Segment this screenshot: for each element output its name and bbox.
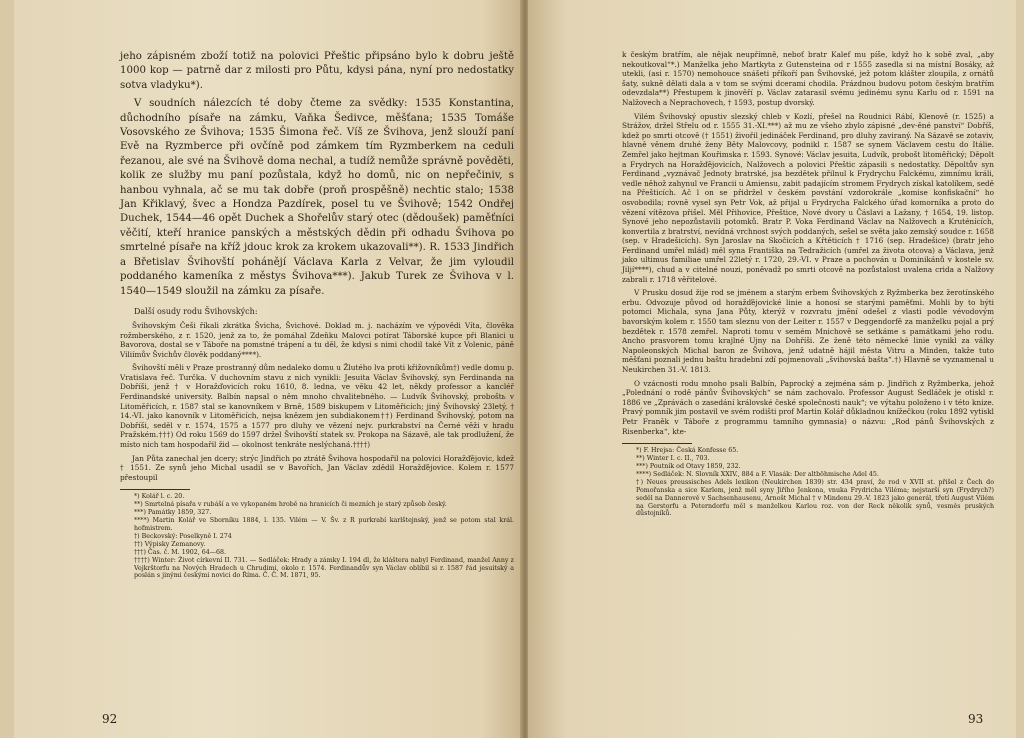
left-small-paragraph-3: Jan Půta zanechal jen dcery; strýc Jindřich po ztrátě Švihova hospodařil na polovici Horažďějovic, kdež † 1551. Ze synů jeho Michal usadil se v Bavořích, Jan Václav zdědil Horažďějovice. Kolem r. 1577 přestoupil [120,453,514,482]
section-subheading: Další osudy rodu Švihovských: [134,306,258,316]
left-footnote: ††††) Winter: Život církevní II. 731. — Sedláček: Hrady a zámky I. 194 dl, že klášterа nabyl Ferdinand, manžel Anny z Vejkrštorfu na Nových Hradech u Chrudimi, okolo r. 1574. Ferdinandův syn Václav oblíbil si r. 1587 řád jesuitský a poslán s jinými českými novici do Říma. Č. Č. M. 1871, 95. [134,556,514,580]
right-small-paragraph-1: k českým bratřím, ale nějak neupřímně, neboť bratr Kalef mu píše, když ho k sobě zval, „aby nekoutkoval“*.) Manželka jeho Martkyta z Gutensteina od r 1555 zasedla si na místní Bosáky, až utekli, (asi r. 1570) nemohouce snášeti příkoří pan Švihovské, jež potom klášter zloupila, z ornátů šaty, sukně dělati dala a v tom se svými dcerami chodila. Prázdnou budovu potom českým bratřím odevzdala**) Přestupem k jinověří p. Václav zatarasil svému jedinému synu Karlu od r. 1591 na Nalžovech a Neprachovech, † 1593, postup dvorský. [622,50,994,107]
right-footnote: ****) Sedláček: N. Slovník XXIV., 884 a F. Vlasák: Der altböhmische Adel 45. [636,470,879,478]
left-footnote: *) Kolář l. c. 20. [134,493,185,501]
left-page [14,0,522,738]
right-footnote: **) Winter I. c. II., 703. [636,455,710,463]
footnote-divider [120,489,190,490]
left-small-paragraph-1: Švihovským Češi říkali zkrátka Švicha, Švichové. Doklad m. j. nacházím ve výpovědi Víta, člověka rožmberského, z r. 1520, jenž za to, že pomáhal Zdeňku Malovci potírat Táborské kupce při Blanici u Bavorova, dostal se v Táboře na pomstné trápení a tu děl, že kdysi s nimi chodil také Vít z Volenic, páně Viliímův Švichův člověk poddaný****). [120,320,514,359]
left-footnote: †) Beckovský: Poselkyně I. 274 [134,532,232,540]
right-footnote: *) F. Hrejsa: Česká Konfesse 65. [636,447,739,455]
left-body-paragraph-2: V soudních nálezcích té doby čteme za svědky: 1535 Konstantina, důchodního písaře na zámku, Vaňka Šedivce, měšťana; 1535 Tomáše Vosovského ze Švihova; 1535 Šimona řeč. Víš ze Švihova, jenž slouží paní Evě na Ryzmberce při ovčíně pod zámkem tím Ryzmberkem na ceduli řezanou, ale své na Švihově doma nechal, a tudíž nemůže správně pověděti, kolik ze služby mu paní pozůstala, když ho domů, nic on nepřečiniv, s hanbou vyhnala, ač se mu tak dobře (proň prospěšně) nechtic stalo; 1538 Jan Křiklavý, švec a Hondza Pazdírek, posel tu ve Švihově; 1542 Ondřej Duchek, 1544—46 opět Duchek a Shořelův starý otec (dědoušek) paměťníci věčití, kteří hranice panských a městských dědin při odhadu Švihova po smrtelné písaře na kříž jdouc krok za krokem ukazovali**). R. 1533 Jindřich a Břetislav Švihovští pohánějí Václava Karla z Velvar, že jim vyloudil poddaného kameníka z městys Švihova***). Jakub Turek ze Švihova v l. 1540—1549 sloužil na zámku za písaře. [120,98,514,297]
right-page [528,0,1016,738]
left-page-column [120,50,514,580]
right-small-paragraph-2: Vilém Švihovský opustiv slezský chleb v Kozlí, přešel na Roudnici Rábí, Klenově (r. 1525) a Strážov, držel Střelu od r. 1555 31.-XI.***) až mu ze všeho zbylo zápisné „dev-ěné panství“ Dobříš, kdež po smrti otcově († 1551) živořil jedináček Ferdinand, pro dluhy zaviraný. Na Sázavě se zotaviv, hlavně věnem druhé ženy Běty Malovcovy, podnikl r. 1587 se synem Václavem cestu do Itálie. Zemřel jako hejtman Kouřimska r. 1593. Synové: Václav jesuita, Ludvík, probošt litoměřický; Děpolt a Frydrych na Horažďějovicích, Nalžovech a polovici Přeštic zápasili s nedostatky. Děpoltův syn Ferdinand „vyznávač Jednoty bratrské, jsa bezdětek přilnul k Frydrychu Falckému, zimnímu králi, vedle něhož zahynul ve Francii u Amiensu, zabit padajícím stromem Frydrych získal katolíkem, sedě na Přešticích. Ač l on se přidržel v českém povstání vzdorokrále „komise konfiskační“ ho osvobodila; rovně vysel syn Petr Vok, až přijal u Frydrycha Falckého úřad komorníka a proto do vězení vítězova přišel. Měl Přihovice, Přeštice, Nové dvory u Čáslavi a Lažany, † 1654, 19. listop. Synové jeho nepozůstavili potomků. Bratr P. Voka Ferdinand Václav na Nalžovech a Kruténících, konvertila z bratrství, nevídná vrchnost svých poddaných, sešel se světa jako zemský soudce r. 1658 (sep. v Hradešicích). Syn Jaroslav na Skočicích a Křtěticích † 1716 (sep. Hradešice) (bratr jeho Ferdinand umřel mlád) měl syna Františka na Tedražicích (umřel za života otcova) a Václava, jenž jako ultimus familiae umřel 22letý r. 1720, 29.-VI. v Praze a pochován u Dominikánů v kostele sv. Jiljí****), chud a v citelné nouzi, poněvadž po smrti otcově na pozůstalost uvalena crida a Nalžovy zabrali r. 1718 věřitelové. [622,111,994,284]
right-footnote: †) Neues preussisches Adels lexikon (Neukirchen 1839) str. 434 praví, že rod v XVII st. přišel z Čech do Pomořanska a sice Karlem, jenž měl syny Jiřího Jenkona, vnuka Frydricha Viléma; nejstarší syn (Frydrych?) seděl na Dannerově v Sachsenhausenu, Arnošt Michal † v Mindenu 29.-V. 1823 jako generál, třetí August Vilém na Gerstorfu a Peterndorfu měl s manželkou Karlou roz. von der Reck několik synů, vesměs pruských důstojníků. [636,478,994,518]
right-footnote: ***) Poutník od Otavy 1859, 232. [636,462,741,470]
right-small-paragraph-3: V Prusku dosud žije rod se jménem a starým erbem Švihovských z Ryžmberka bez žerotínského erbu. Odvozuje původ od horažďějovické linie a honosí se starými paměťmi. Mohli by to býti potomci Michala, syna Jana Půty, kterýž v rozvratu jmění odešel z vlasti podle vévodovým bavorským kolem r. 1550 tam sleznu von der Leiter r. 1557 v Deggendorfě za manželku pojal a prý bezdětek r. 1578 zemřel. Naproti tomu v semém Mnichově se setkáme s památkami jeho rodu. Ancho prasvorem tomu krajlné Ujny na Dohříši. Ze ženě této německé linie vynikl za války Napoleonských Michal baron ze Švihova, jenž udatně hájil města Vitru a Minden, takže tuto měšťani poznali jednu baštu hradební zdí pojmenovali „švihovská bašta“.†) Hlavně se vyznamenal u Neukirchen 31.-V. 1813. [622,288,994,374]
left-page-number: 92 [102,712,118,726]
left-footnote: **) Smrtelná písařa v rubáší a ve vykopaném hrobě na hranicích či mezních je starý způsob český. [134,501,447,509]
left-footnote: ****) Martin Kolář ve Sborníku 1884, l. 135. Vilém — V. Šv. z R purkrabí karlštejnský, jenž se potom stal král. hofmistrem. [134,517,514,533]
left-footnote: ††) Výpisky Zemanovy. [134,540,206,548]
footnote-divider [622,443,692,444]
right-small-paragraph-4: O vzácnosti rodu mnoho psali Balbín, Paprocký a zejména sám p. Jindřich z Ryžmberka, jehož „Polednání o rodě pánův Švihovských“ se nám zachovalo. Professor August Sedláček je otiskl r. 1886 ve „Zprávách o zasedání královské české společnosti nauk“; ve výtahu položeno i v této knize. Pravý pomník jim postavil ve svém rodišti prof Martin Kolář důkladnou knížečkou (roku 1892 vytiskl Petr Franěk v Táboře z programmu tamního gymnasia) o názvu: „Rod pánů Švihovských z Risenberka“, kte- [622,378,994,436]
right-page-number: 93 [968,712,984,726]
left-footnote: †††) Čas. č. M. 1902, 64—68. [134,548,227,556]
left-footnote: ***) Památky 1859, 327. [134,509,212,517]
left-body-paragraph-1: jeho zápisném zboží totiž na polovici Přeštic připsáno bylo k dobru ještě 1000 kop — patrně dar z milosti pro Půtu, kdysi pána, nyní pro nedostatky sotva vladyku*). [120,51,514,91]
left-small-paragraph-2: Švihovští měli v Praze prostranný dům nedaleko domu u Žlutého lva proti křižovníkům†) vedle domu p. Vratislava řeč. Turčka. V duchovním stavu z nich vynikli: Jesuita Václav Švihovský, syn Ferdinanda na Dobříši, jenž † v Horažďovicích roku 1610, 8. ledna, ve věku 42 let, někdy professor a kancléř Ferdinandské university. Balbín napsal o něm mnoho chvalitebného. — Ludvík Švihovský, proboštь v Litoměřicích, r. 1587 stal se kanovníkem v Brně, 1589 biskupem v Litoměřicích; jiný Švihovský 23letý, † 14.-VI. jako kanovník v Litoměřicích, nejsa knězem jen subdiakonem††) Ferdinand Švihovský, potom na Dobříši, seděl v r. 1574, 1575 a 1577 pro dluhy ve vězení nejv. purkrabství na Černé věži v hradu Pražském.†††) Od roku 1569 do 1597 držel Švihovští statek sv. Prokopa na Sázavě, ale tak prodlužení, že místo nich tam hospodařil žid — okolnost tenkráte neslýchaná.††††) [120,363,514,450]
right-page-column [622,50,994,518]
